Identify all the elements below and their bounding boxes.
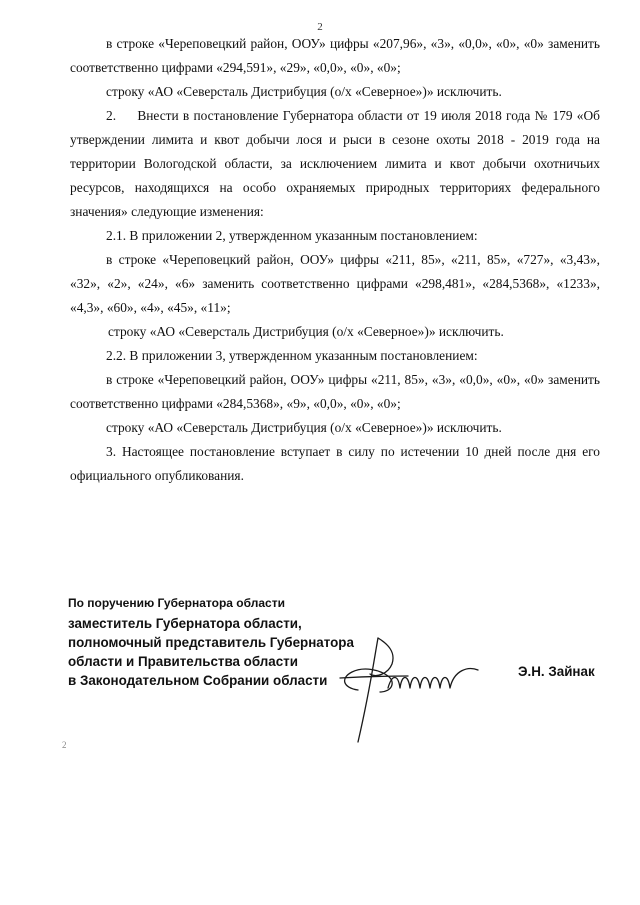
- page-number: 2: [317, 21, 323, 33]
- signatory-position-line: заместитель Губернатора области,: [68, 616, 302, 631]
- paragraph: 3. Настоящее постановление вступает в силу по истечении 10 дней после дня его официального опубликования.: [70, 444, 600, 483]
- paragraph: строку «АО «Северсталь Дистрибуция (о/х «Северное»)» исключить.: [108, 324, 504, 339]
- paragraph: 2. Внести в постановление Губернатора области от 19 июля 2018 года № 179 «Об утверждении лимита и квот добычи лося и рыси в сезоне охоты 2018 - 2019 года на территории Вологодской области, за исключением лимита и квот добычи охотничьих ресурсов, находящихся на особо охраняемых природных территориях федерального значения» следующие изменения:: [70, 108, 600, 219]
- signatory-name: Э.Н. Зайнак: [518, 664, 595, 679]
- signatory-position-line: области и Правительства области: [68, 654, 298, 669]
- signature-instruction: По поручению Губернатора области: [68, 596, 285, 610]
- paragraph: в строке «Череповецкий район, ООУ» цифры «207,96», «3», «0,0», «0», «0» заменить соответственно цифрами «294,591», «29», «0,0», «0», «0»;: [70, 36, 600, 75]
- paragraph: строку «АО «Северсталь Дистрибуция (о/х «Северное»)» исключить.: [106, 420, 502, 435]
- paragraph: 2.2. В приложении 3, утвержденном указанным постановлением:: [106, 348, 478, 363]
- paragraph: 2.1. В приложении 2, утвержденном указанным постановлением:: [106, 228, 478, 243]
- margin-mark: 2: [62, 740, 67, 750]
- paragraph: в строке «Череповецкий район, ООУ» цифры «211, 85», «3», «0,0», «0», «0» заменить соответственно цифрами «284,5368», «9», «0,0», «0», «0»;: [70, 372, 600, 411]
- paragraph: в строке «Череповецкий район, ООУ» цифры «211, 85», «211, 85», «727», «3,43», «32», «2», «24», «6» заменить соответственно цифрами «298,481», «284,5368», «1233», «4,3», «60», «4», «45», «11»;: [70, 252, 600, 315]
- document-body: [70, 32, 600, 488]
- paragraph: строку «АО «Северсталь Дистрибуция (о/х «Северное»)» исключить.: [106, 84, 502, 99]
- handwritten-signature: [318, 630, 493, 750]
- signatory-position-line: полномочный представитель Губернатора: [68, 635, 354, 650]
- signatory-position-line: в Законодательном Собрании области: [68, 673, 328, 688]
